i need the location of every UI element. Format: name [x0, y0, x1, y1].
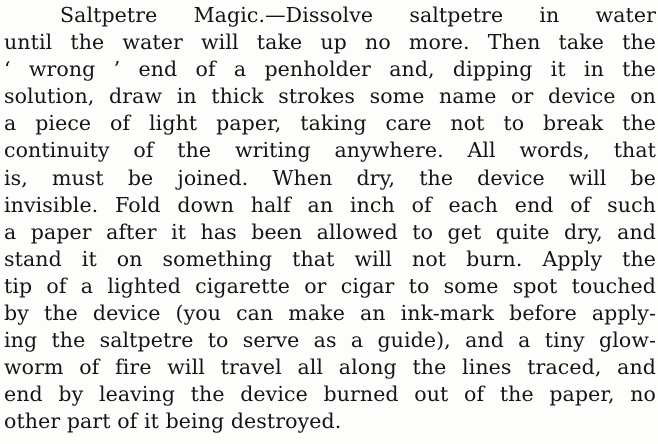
paragraph-saltpetre-magic	[4, 2, 656, 436]
text-line: until the water will take up no more. Then take the	[4, 30, 656, 55]
text-line: tip of a lighted cigarette or cigar to some spot touched	[4, 273, 656, 298]
text-line: solution, draw in thick strokes some name or device on	[4, 84, 656, 109]
text-line: other part of it being destroyed.	[4, 409, 342, 434]
text-line: ing the saltpetre to serve as a guide), and a tiny glow-	[4, 328, 656, 353]
text-line: a paper after it has been allowed to get quite dry, and	[4, 219, 656, 244]
text-line: a piece of light paper, taking care not to break the	[4, 111, 656, 136]
text-line: worm of fire will travel all along the lines traced, and	[4, 355, 656, 380]
text-line: end by leaving the device burned out of the paper, no	[4, 382, 656, 407]
text-line: is, must be joined. When dry, the device will be	[4, 165, 656, 190]
text-line: by the device (you can make an ink-mark before apply-	[4, 301, 656, 326]
text-line: stand it on something that will not burn. Apply the	[4, 246, 656, 271]
text-line: continuity of the writing anywhere. All words, that	[4, 138, 656, 163]
text-line: invisible. Fold down half an inch of each end of such	[4, 192, 656, 217]
text-line: ‘ wrong ’ end of a penholder and, dipping it in the	[4, 57, 656, 82]
text-line: Saltpetre Magic.—Dissolve saltpetre in water	[60, 3, 656, 27]
